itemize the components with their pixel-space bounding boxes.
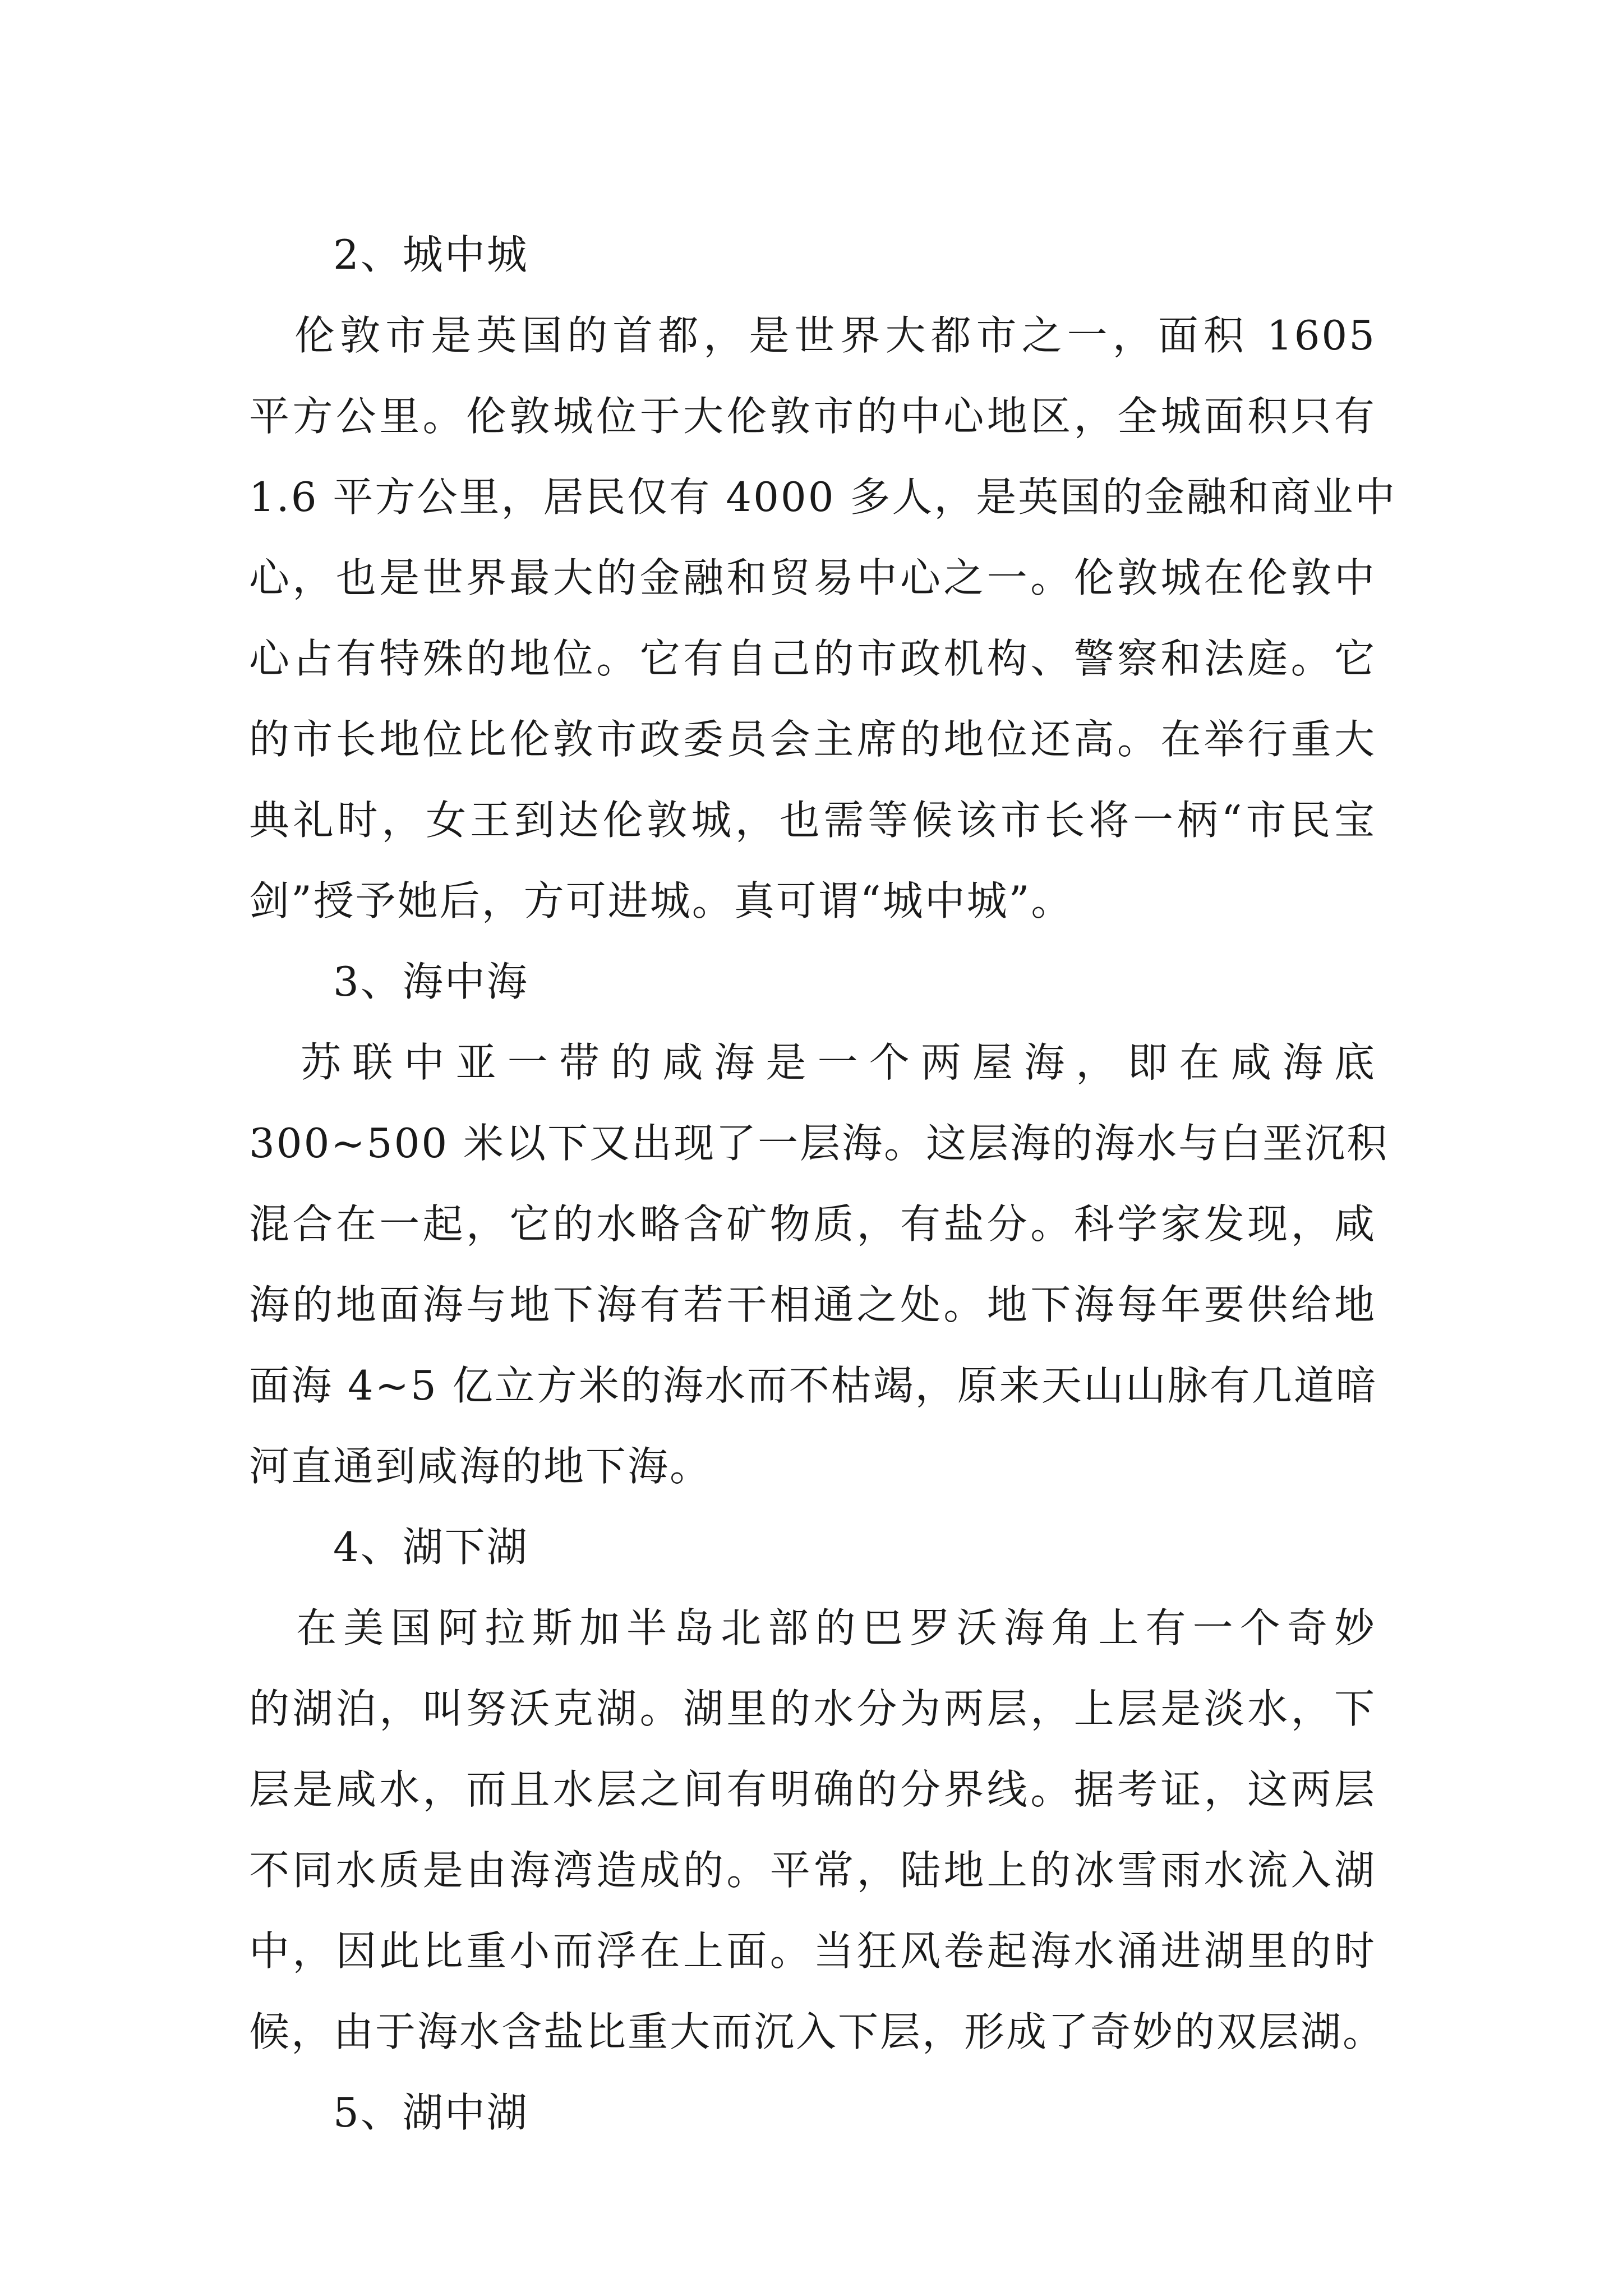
section-2-line-6: 的市长地位比伦敦市政委员会主席的地位还高。在举行重大 <box>249 716 1376 763</box>
section-2-line-1: 伦敦市是英国的首都，是世界大都市之一，面积 1605 <box>249 312 1376 359</box>
section-4-line-6: 候，由于海水含盐比重大而沉入下层，形成了奇妙的双层湖。 <box>249 2008 1385 2055</box>
section-2-line-4: 心，也是世界最大的金融和贸易中心之一。伦敦城在伦敦中 <box>249 554 1376 601</box>
section-2-line-5: 心占有特殊的地位。它有自己的市政机构、警察和法庭。它 <box>249 635 1376 682</box>
section-heading-4: 4、湖下湖 <box>333 1524 529 1571</box>
section-4-line-2: 的湖泊，叫努沃克湖。湖里的水分为两层，上层是淡水，下 <box>249 1685 1376 1732</box>
document-body <box>249 214 1397 2153</box>
section-4-line-4: 不同水质是由海湾造成的。平常，陆地上的冰雪雨水流入湖 <box>249 1847 1376 1894</box>
section-2-line-8: 剑”授予她后，方可进城。真可谓“城中城”。 <box>249 877 1073 924</box>
section-2-line-2: 平方公里。伦敦城位于大伦敦市的中心地区，全城面积只有 <box>249 393 1376 440</box>
section-heading-5: 5、湖中湖 <box>333 2089 529 2136</box>
section-4-line-1: 在美国阿拉斯加半岛北部的巴罗沃海角上有一个奇妙 <box>249 1604 1376 1651</box>
section-3-line-3: 混合在一起，它的水略含矿物质，有盐分。科学家发现，咸 <box>249 1200 1376 1248</box>
section-3-line-2: 300~500 米以下又出现了一层海。这层海的海水与白垩沉积 <box>249 1120 1389 1167</box>
section-3-line-4: 海的地面海与地下海有若干相通之处。地下海每年要供给地 <box>249 1281 1376 1328</box>
section-4-line-3: 层是咸水，而且水层之间有明确的分界线。据考证，这两层 <box>249 1766 1376 1813</box>
section-heading-2: 2、城中城 <box>333 231 529 278</box>
section-heading-3: 3、海中海 <box>333 958 529 1005</box>
section-3-line-1: 苏联中亚一带的咸海是一个两屋海，即在咸海底 <box>249 1039 1376 1086</box>
section-4-line-5: 中，因此比重小而浮在上面。当狂风卷起海水涌进湖里的时 <box>249 1927 1376 1975</box>
section-3-line-5: 面海 4~5 亿立方米的海水而不枯竭，原来天山山脉有几道暗 <box>249 1362 1378 1409</box>
section-3-line-6: 河直通到咸海的地下海。 <box>249 1443 712 1490</box>
section-2-line-3: 1.6 平方公里，居民仅有 4000 多人，是英国的金融和商业中 <box>249 473 1397 521</box>
section-2-line-7: 典礼时，女王到达伦敦城，也需等候该市长将一柄“市民宝 <box>249 797 1376 844</box>
